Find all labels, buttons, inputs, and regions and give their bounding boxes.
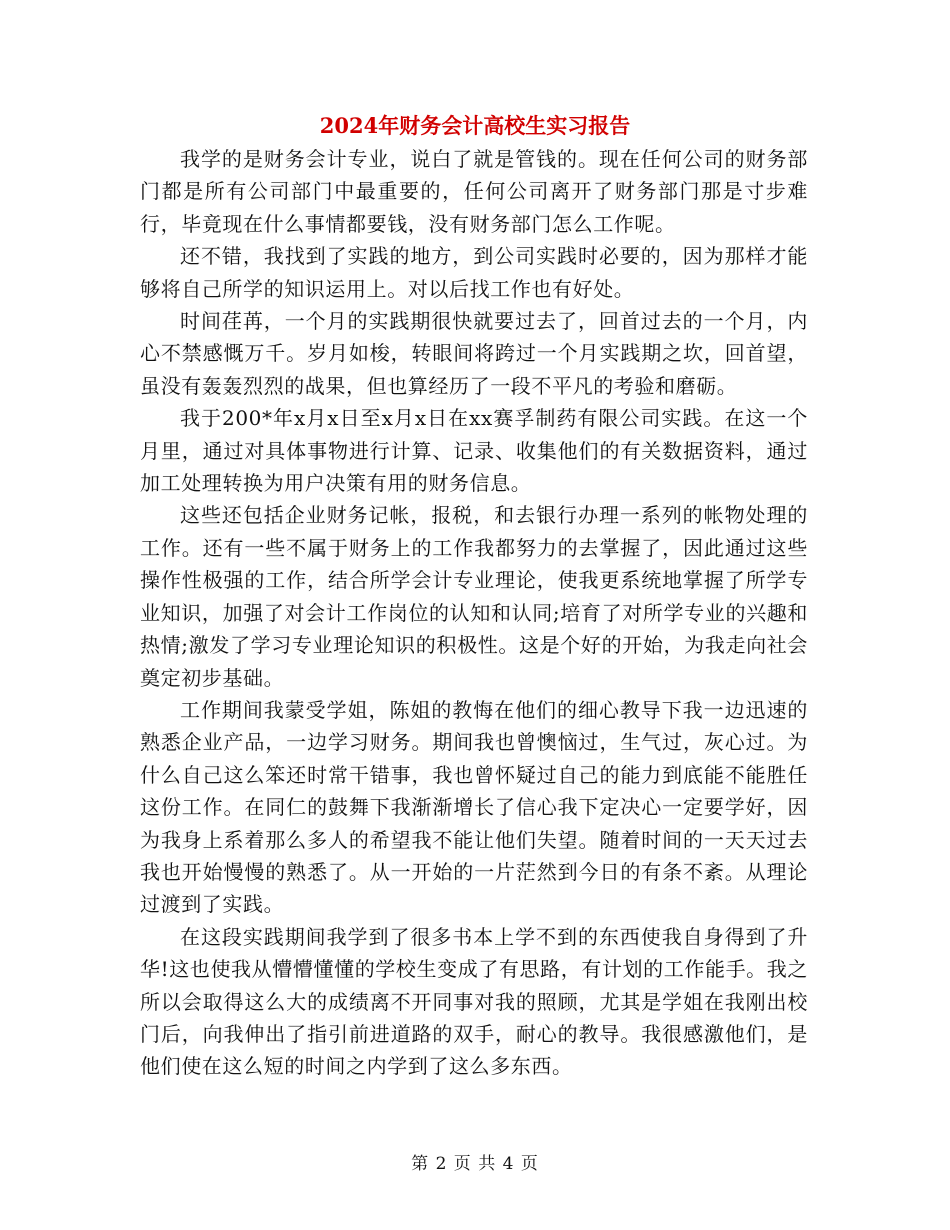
document-body xyxy=(140,143,808,1083)
paragraph: 还不错，我找到了实践的地方，到公司实践时必要的，因为那样才能够将自己所学的知识运用上。对以后找工作也有好处。 xyxy=(140,244,808,301)
paragraph: 这些还包括企业财务记帐，报税，和去银行办理一系列的帐物处理的工作。还有一些不属于财务上的工作我都努力的去掌握了，因此通过这些操作性极强的工作，结合所学会计专业理论，使我更系统地掌握了所学专业知识，加强了对会计工作岗位的认知和认同;培育了对所学专业的兴趣和热情;激发了学习专业理论知识的积极性。这是个好的开始，为我走向社会奠定初步基础。 xyxy=(140,503,808,690)
paragraph: 我于200*年x月x日至x月x日在xx赛孚制药有限公司实践。在这一个月里，通过对具体事物进行计算、记录、收集他们的有关数据资料，通过加工处理转换为用户决策有用的财务信息。 xyxy=(140,406,808,496)
page-footer: 第 2 页 共 4 页 xyxy=(411,1154,539,1174)
document-title: 2024年财务会计高校生实习报告 xyxy=(319,113,631,138)
paragraph: 时间荏苒，一个月的实践期很快就要过去了，回首过去的一个月，内心不禁感慨万千。岁月如梭，转眼间将跨过一个月实践期之坎，回首望，虽没有轰轰烈烈的战果，但也算经历了一段不平凡的考验和磨砺。 xyxy=(140,309,808,398)
paragraph: 我学的是财务会计专业，说白了就是管钱的。现在任何公司的财务部门都是所有公司部门中最重要的，任何公司离开了财务部门那是寸步难行，毕竟现在什么事情都要钱，没有财务部门怎么工作呢。 xyxy=(140,147,808,236)
paragraph: 在这段实践期间我学到了很多书本上学不到的东西使我自身得到了升华!这也使我从懵懵懂懂的学校生变成了有思路，有计划的工作能手。我之所以会取得这么大的成绩离不开同事对我的照顾，尤其是学姐在我刚出校门后，向我伸出了指引前进道路的双手，耐心的教导。我很感激他们，是他们使在这么短的时间之内学到了这么多东西。 xyxy=(140,924,808,1079)
paragraph: 工作期间我蒙受学姐，陈姐的教悔在他们的细心教导下我一边迅速的熟悉企业产品，一边学习财务。期间我也曾懊恼过，生气过，灰心过。为什么自己这么笨还时常干错事，我也曾怀疑过自己的能力到底能不能胜任这份工作。在同仁的鼓舞下我渐渐增长了信心我下定决心一定要学好，因为我身上系着那么多人的希望我不能让他们失望。随着时间的一天天过去我也开始慢慢的熟悉了。从一开始的一片茫然到今日的有条不紊。从理论过渡到了实践。 xyxy=(140,697,808,917)
